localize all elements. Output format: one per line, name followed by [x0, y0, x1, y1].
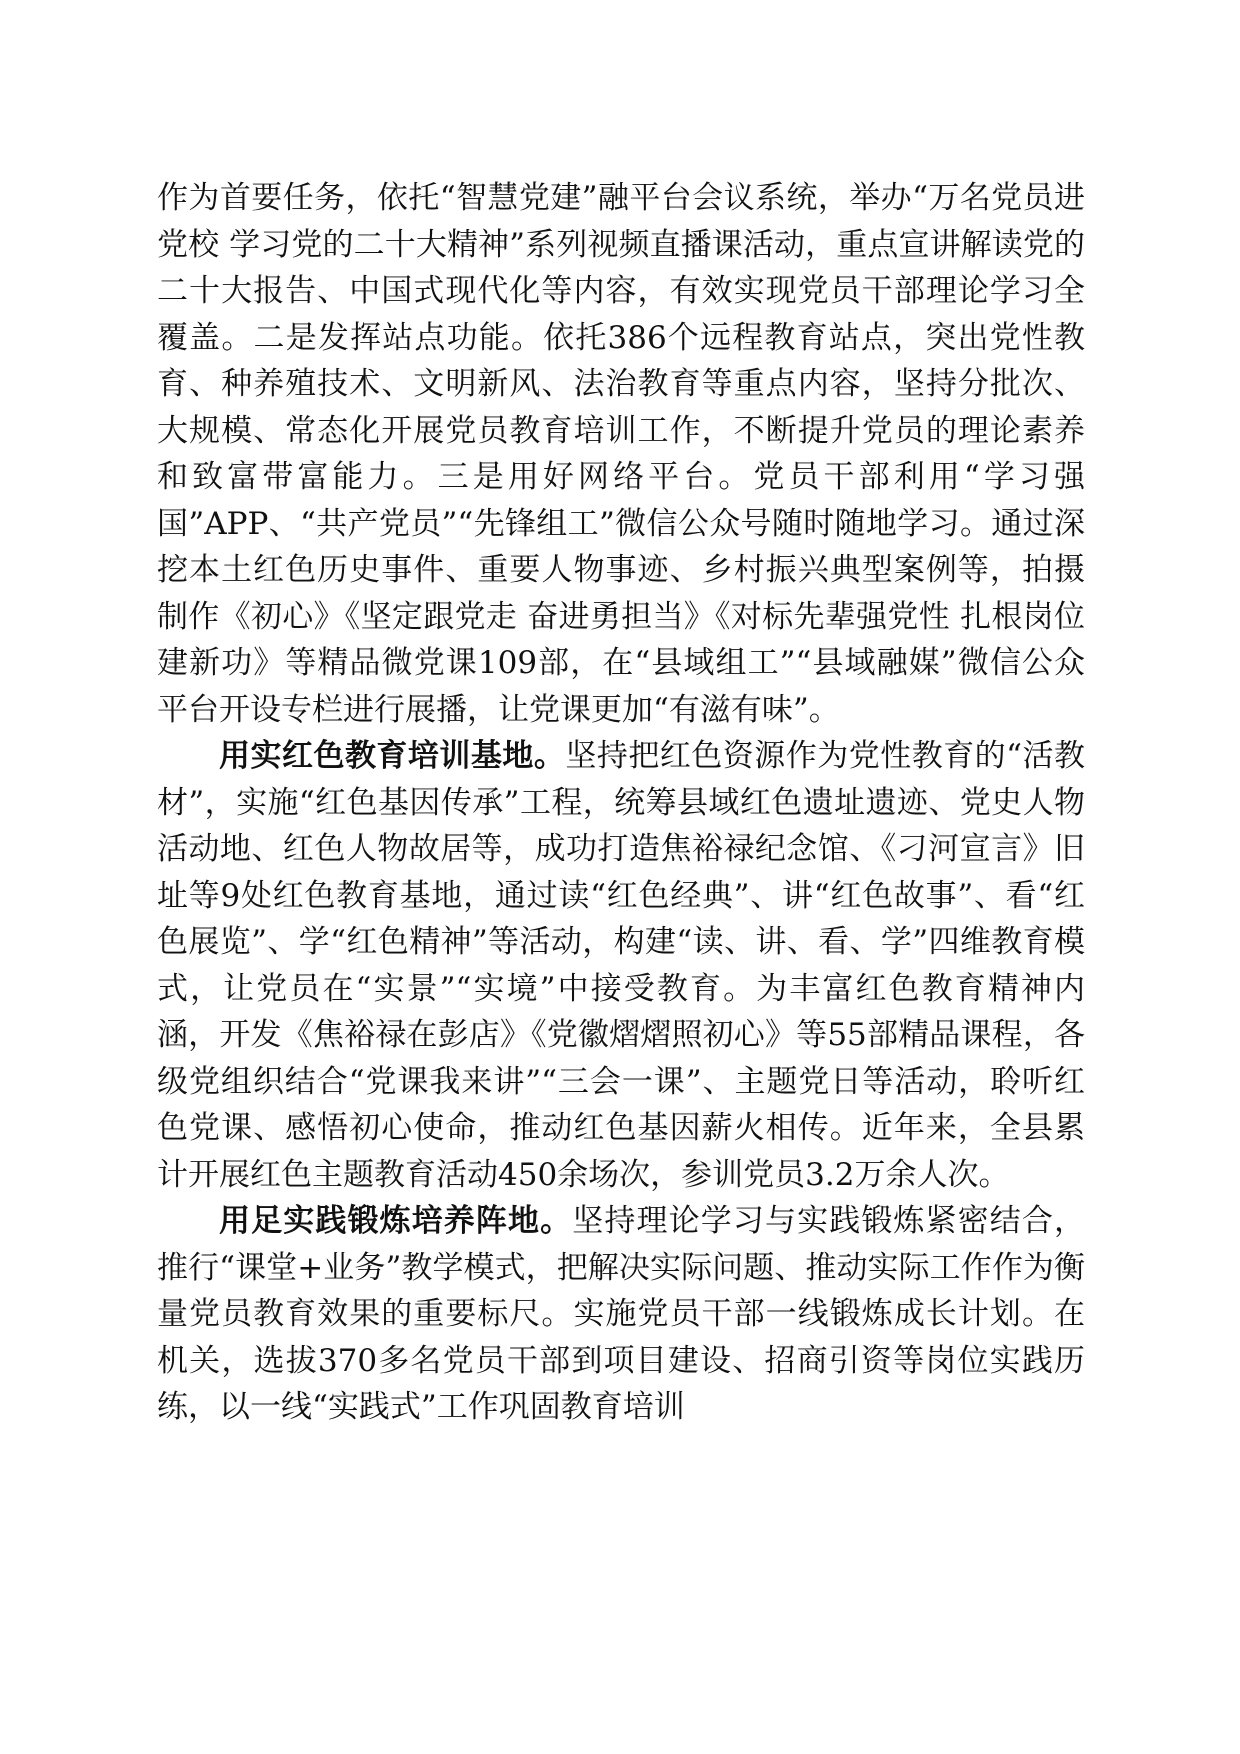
paragraph-text: 作为首要任务，依托“智慧党建”融平台会议系统，举办“万名党员进党校 学习党的二十大精神”系列视频直播课活动，重点宣讲解读党的二十大报告、中国式现代化等内容，有效实现党员干部理论学习全覆盖。二是发挥站点功能。依托386个远程教育站点，突出党性教育、种养殖技术、文明新风、法治教育等重点内容，坚持分批次、大规模、常态化开展党员教育培训工作，不断提升党员的理论素养和致富带富能力。三是用好网络平台。党员干部利用“学习强国”APP、“共产党员”“先锋组工”微信公众号随时随地学习。通过深挖本土红色历史事件、重要人物事迹、乡村振兴典型案例等，拍摄制作《初心》《坚定跟党走 奋进勇担当》《对标先辈强党性 扎根岗位建新功》等精品微党课109部，在“县域组工”“县域融媒”微信公众平台开设专栏进行展播，让党课更加“有滋有味”。 — [157, 180, 1085, 728]
document-body — [157, 175, 1085, 1431]
paragraph-text: 坚持理论学习与实践锻炼紧密结合，推行“课堂+业务”教学模式，把解决实际问题、推动实际工作作为衡量党员教育效果的重要标尺。实施党员干部一线锻炼成长计划。在机关，选拔370多名党员干部到项目建设、招商引资等岗位实践历练，以一线“实践式”工作巩固教育培训 — [157, 1203, 1086, 1425]
paragraph-heading: 用实红色教育培训基地。 — [219, 738, 566, 774]
paragraph-continuation — [157, 175, 1085, 733]
paragraph-practice-base — [157, 1198, 1085, 1431]
paragraph-text: 坚持把红色资源作为党性教育的“活教材”，实施“红色基因传承”工程，统筹县域红色遗址遗迹、党史人物活动地、红色人物故居等，成功打造焦裕禄纪念馆、《刁河宣言》旧址等9处红色教育基地，通过读“红色经典”、讲“红色故事”、看“红色展览”、学“红色精神”等活动，构建“读、讲、看、学”四维教育模式，让党员在“实景”“实境”中接受教育。为丰富红色教育精神内涵，开发《焦裕禄在彭店》《党徽熠熠照初心》等55部精品课程，各级党组织结合“党课我来讲”“三会一课”、主题党日等活动，聆听红色党课、感悟初心使命，推动红色基因薪火相传。近年来，全县累计开展红色主题教育活动450余场次，参训党员3.2万余人次。 — [157, 738, 1085, 1193]
paragraph-heading: 用足实践锻炼培养阵地。 — [219, 1203, 573, 1239]
paragraph-red-education-base — [157, 733, 1085, 1198]
